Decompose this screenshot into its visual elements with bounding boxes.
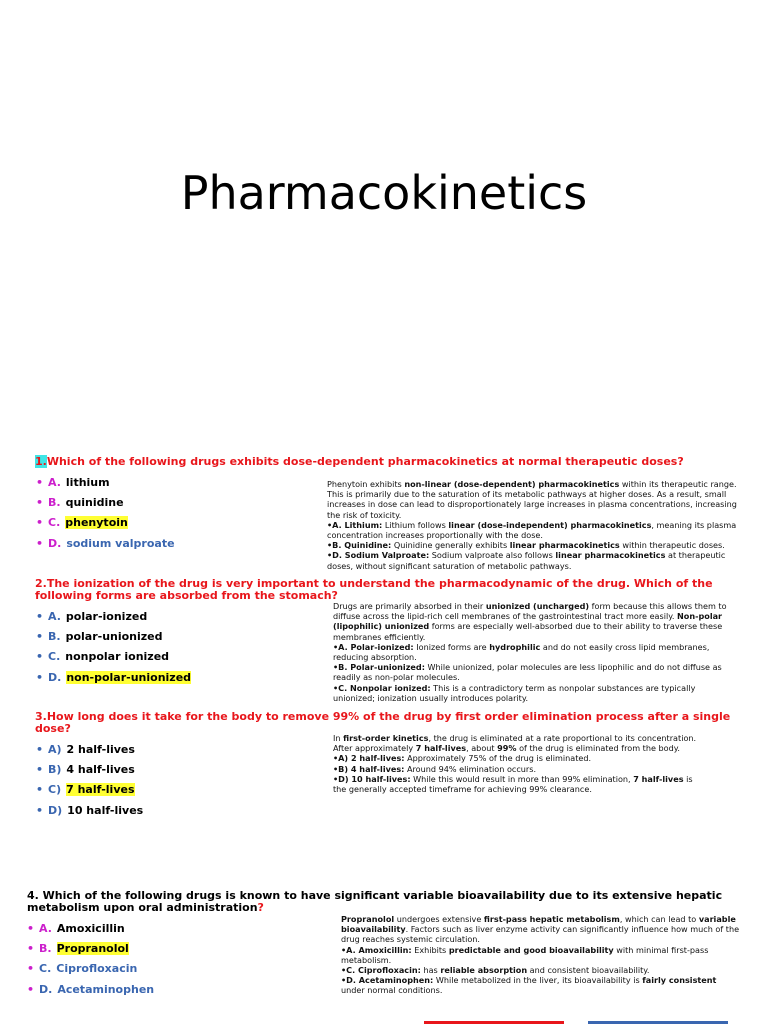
explanation-paragraph: •C. Ciprofloxacin: has reliable absorption and consistent bioavailability. [341,965,650,976]
option-3c[interactable]: • C) 7 half-lives [36,783,135,797]
question-3-options [36,739,143,820]
explanation-paragraph: Propranolol undergoes extensive first-pass hepatic metabolism, which can lead to variable bioavailability. Factors such as liver enzyme activity can significantly influence how much of the drug reaches systemic circulation. [341,914,740,945]
explanation-paragraph: •D) 10 half-lives: While this would result in more than 99% elimination, 7 half-lives is the generally accepted timeframe for achieving 99% clearance. [333,773,693,795]
option-4d[interactable]: • D. Acetaminophen [27,982,155,996]
question-1-options [36,472,175,553]
option-2b[interactable]: • B. polar-unionized [36,629,163,643]
explanation-paragraph: •B. Polar-unionized: While unionized, polar molecules are less lipophilic and do not diffuse as readily as non-polar molecules. [333,662,722,683]
explanation-2 [333,601,733,703]
option-4a[interactable]: • A. Amoxicillin [27,921,125,935]
question-2: 2.The ionization of the drug is very important to understand the pharmacodynamic of the drug. Which of the following forms are absorbed from the stomach? [35,577,713,602]
explanation-paragraph: •A) 2 half-lives: Approximately 75% of the drug is eliminated. [333,753,592,764]
question-4-text: 4. Which of the following drugs is known to have significant variable bioavailability due to its extensive hepatic metabolism upon oral administration [27,889,723,914]
option-1b[interactable]: • B. quinidine [36,495,124,509]
explanation-paragraph: •A. Amoxicillin: Exhibits predictable and good bioavailability with minimal first-pass metabolism. [341,944,709,965]
option-2d[interactable]: • D. non-polar-unionized [36,670,192,684]
explanation-paragraph: Drugs are primarily absorbed in their unionized (uncharged) form because this allows them to diffuse across the lipid-rich cell membranes of the gastrointestinal tract more easily. Non-polar (lipophilic) unionized forms are especially well-absorbed due to their ability to traverse these membranes efficiently. [333,601,727,642]
explanation-paragraph: •C. Nonpolar ionized: This is a contradictory term as nonpolar substances are typically unionized; ionization usually introduces polarity. [333,682,696,703]
option-3b[interactable]: • B) 4 half-lives [36,762,135,776]
question-2-options [36,606,191,687]
option-1c[interactable]: • C. phenytoin [36,516,128,530]
option-1d[interactable]: • D. sodium valproate [36,536,175,550]
question-4-qmark: ? [257,901,264,914]
option-4b[interactable]: • B. Propranolol [27,941,129,955]
option-4c[interactable]: • C. Ciprofloxacin [27,962,138,976]
explanation-paragraph: •A. Lithium: Lithium follows linear (dose-independent) pharmacokinetics, meaning its plasma concentration increases proportionally with the dose. [327,519,737,541]
explanation-paragraph: •D. Acetaminophen: While metabolized in the liver, its bioavailability is fairly consistent under normal conditions. [341,975,717,996]
question-1-text: Which of the following drugs exhibits dose-dependent pharmacokinetics at normal therapeutic doses? [46,455,684,468]
explanation-paragraph: •B) 4 half-lives: Around 94% elimination occurs. [333,763,537,774]
option-2a[interactable]: • A. polar-ionized [36,609,148,623]
explanation-paragraph: In first-order kinetics, the drug is eliminated at a rate proportional to its concentration. After approximately 7 half-lives, about 99% of the drug is eliminated from the body. [333,733,697,754]
explanation-paragraph: Phenytoin exhibits non-linear (dose-dependent) pharmacokinetics within its therapeutic range. This is primarily due to the saturation of its metabolic pathways at higher doses. As a result, small increases in dose can lead to disproportionately large increases in plasma concentrations, increasing the risk of toxicity. [327,479,737,520]
option-3a[interactable]: • A) 2 half-lives [36,742,135,756]
explanation-1 [327,479,742,571]
explanation-paragraph: •A. Polar-ionized: Ionized forms are hydrophilic and do not easily cross lipid membranes, reducing absorption. [333,641,710,663]
explanation-paragraph: •B. Quinidine: Quinidine generally exhibits linear pharmacokinetics within therapeutic doses. [327,540,725,551]
question-3: 3.How long does it take for the body to remove 99% of the drug by first order elimination process after a single dose? [35,710,731,735]
option-2c[interactable]: • C. nonpolar ionized [36,650,170,664]
question-4-options [27,918,154,999]
question-1-number: 1. [35,455,47,468]
page-title: Pharmacokinetics [180,166,588,220]
question-1 [35,456,684,468]
explanation-4 [341,914,741,996]
question-4 [27,890,727,914]
option-1a[interactable]: • A. lithium [36,475,110,489]
explanation-3 [333,733,698,794]
explanation-paragraph: •D. Sodium Valproate: Sodium valproate also follows linear pharmacokinetics at therapeutic doses, without significant saturation of metabolic pathways. [327,550,726,571]
option-3d[interactable]: • D) 10 half-lives [36,803,144,817]
